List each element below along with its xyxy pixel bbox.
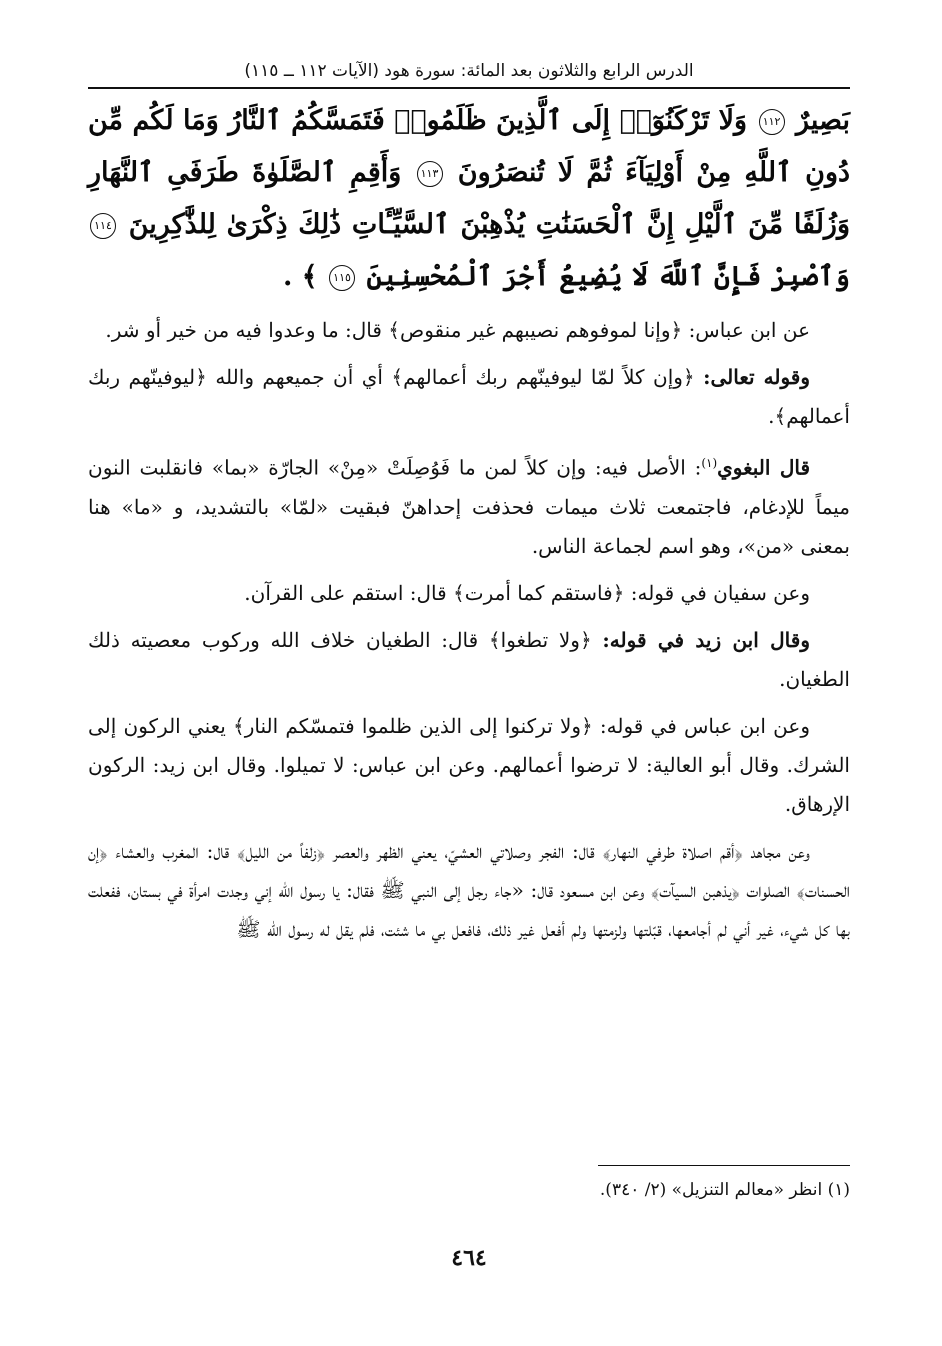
- verse-113-text: وَلَا تَرْكَنُوٓا۟ إِلَى ٱلَّذِينَ ظَلَمُوا۟ فَتَمَسَّكُمُ ٱلنَّارُ وَمَا لَكُم مِّن دُونِ ٱللَّهِ مِنْ أَوْلِيَآءَ ثُمَّ لَا تُنصَرُونَ: [88, 105, 851, 188]
- paragraph-lead: وقوله تعالى:: [703, 365, 810, 389]
- paragraph-lead: وقال ابن زيد في قوله:: [602, 627, 810, 652]
- paragraph-text: : الأصل فيه: وإن كلاً لمن ما فَوُصِلَتْ «مِنْ» الجارّة «بما» فانقلبت النون ميماً للإدغام، فاجتمعت ثلاث ميمات فحذفت إحداهنّ فبقيت «لمّا» بالتشديد، و «ما» هنا بمعنى «من»، وهو اسم لجماعة الناس.: [88, 455, 850, 558]
- ayah-number-114: ١١٤: [90, 213, 116, 239]
- paragraph-text: ﴿وإن كلاً لمّا ليوفينّهم ربك أعمالهم﴾ أي أن جميعهم والله ﴿ليوفينّهم ربك أعمالهم﴾.: [88, 365, 850, 428]
- ayah-number-113: ١١٣: [417, 161, 443, 187]
- paragraph-lead: قال البغوي: [717, 455, 811, 480]
- running-header: الدرس الرابع والثلاثون بعد المائة: سورة هود (الآيات ١١٢ ــ ١١٥): [88, 55, 850, 89]
- ayah-number-112: ١١٢: [759, 109, 785, 135]
- verse-115-text: وَٱصْبِرْ فَإِنَّ ٱللَّهَ لَا يُضِيعُ أَجْرَ ٱلْمُحْسِنِينَ: [366, 261, 850, 292]
- commentary-body: [88, 311, 850, 949]
- paragraph-sufyan: وعن سفيان في قوله: ﴿فاستقم كما أمرت﴾ قال: استقم على القرآن.: [244, 580, 810, 605]
- book-page: [88, 55, 850, 1325]
- verse-114-text: وَأَقِمِ ٱلصَّلَوٰةَ طَرَفَىِ ٱلنَّهَارِ وَزُلَفًا مِّنَ ٱلَّيْلِ إِنَّ ٱلْحَسَنَٰتِ يُذْهِبْنَ ٱلسَّيِّـَٔاتِ ذَٰلِكَ ذِكْرَىٰ لِلذَّٰكِرِينَ: [88, 157, 851, 240]
- page-number: ٤٦٤: [451, 1245, 487, 1271]
- paragraph-ibn-zayd: [88, 621, 850, 699]
- verse-fragment: بَصِيرٌ: [796, 105, 850, 136]
- paragraph-ibn-abbas-2: وعن ابن عباس في قوله: ﴿ولا تركنوا إلى الذين ظلموا فتمسّكم النار﴾ يعني الركون إلى الشرك. وقال أبو العالية: لا ترضوا أعمالهم. وعن ابن عباس: لا تميلوا. وقال ابن زيد: الركون الإرهاق.: [88, 713, 850, 816]
- paragraph-mujahid: وعن مجاهد ﴿أقم اصلاة طرفي النهار﴾ قال: الفجر وصلاتي العشيّ، يعني الظهر والعصر ﴿زلفاً من الليل﴾ قال: المغرب والعشاء ﴿إن الحسنات﴾ الصلوات ﴿يذهبن السيآت﴾ وعن ابن مسعود قال: «جاء رجل إلى النبي ﷺ فقال: يا رسول الله إني وجدت امرأة في بستان، ففعلت بها كل شيء، غير أني لم أجامعها، قبّلتها ولزمتها ولم أفعل غير ذلك، فافعل بي ما شئت، فلم يقل له رسول الله ﷺ: [88, 838, 850, 941]
- ayah-number-115: ١١٥: [329, 265, 355, 291]
- paragraph-text: ﴿ولا تطغوا﴾ قال: الطغيان خلاف الله وركوب معصيته ذلك الطغيان.: [88, 627, 850, 691]
- footnote-divider: [598, 1165, 850, 1166]
- paragraph-ibn-abbas-1: عن ابن عباس: ﴿وإنا لموفوهم نصيبهم غير منقوص﴾ قال: ما وعدوا فيه من خير أو شر.: [105, 318, 810, 342]
- quran-verses: [88, 95, 850, 303]
- paragraph-qawluhu: [88, 358, 850, 436]
- footnote: (١) انظر «معالم التنزيل» (٢/ ٣٤٠).: [599, 1180, 850, 1200]
- footnote-ref[interactable]: (١): [701, 456, 718, 470]
- verse-end-bracket: ﴾ .: [283, 261, 318, 292]
- paragraph-baghawi: [88, 444, 850, 566]
